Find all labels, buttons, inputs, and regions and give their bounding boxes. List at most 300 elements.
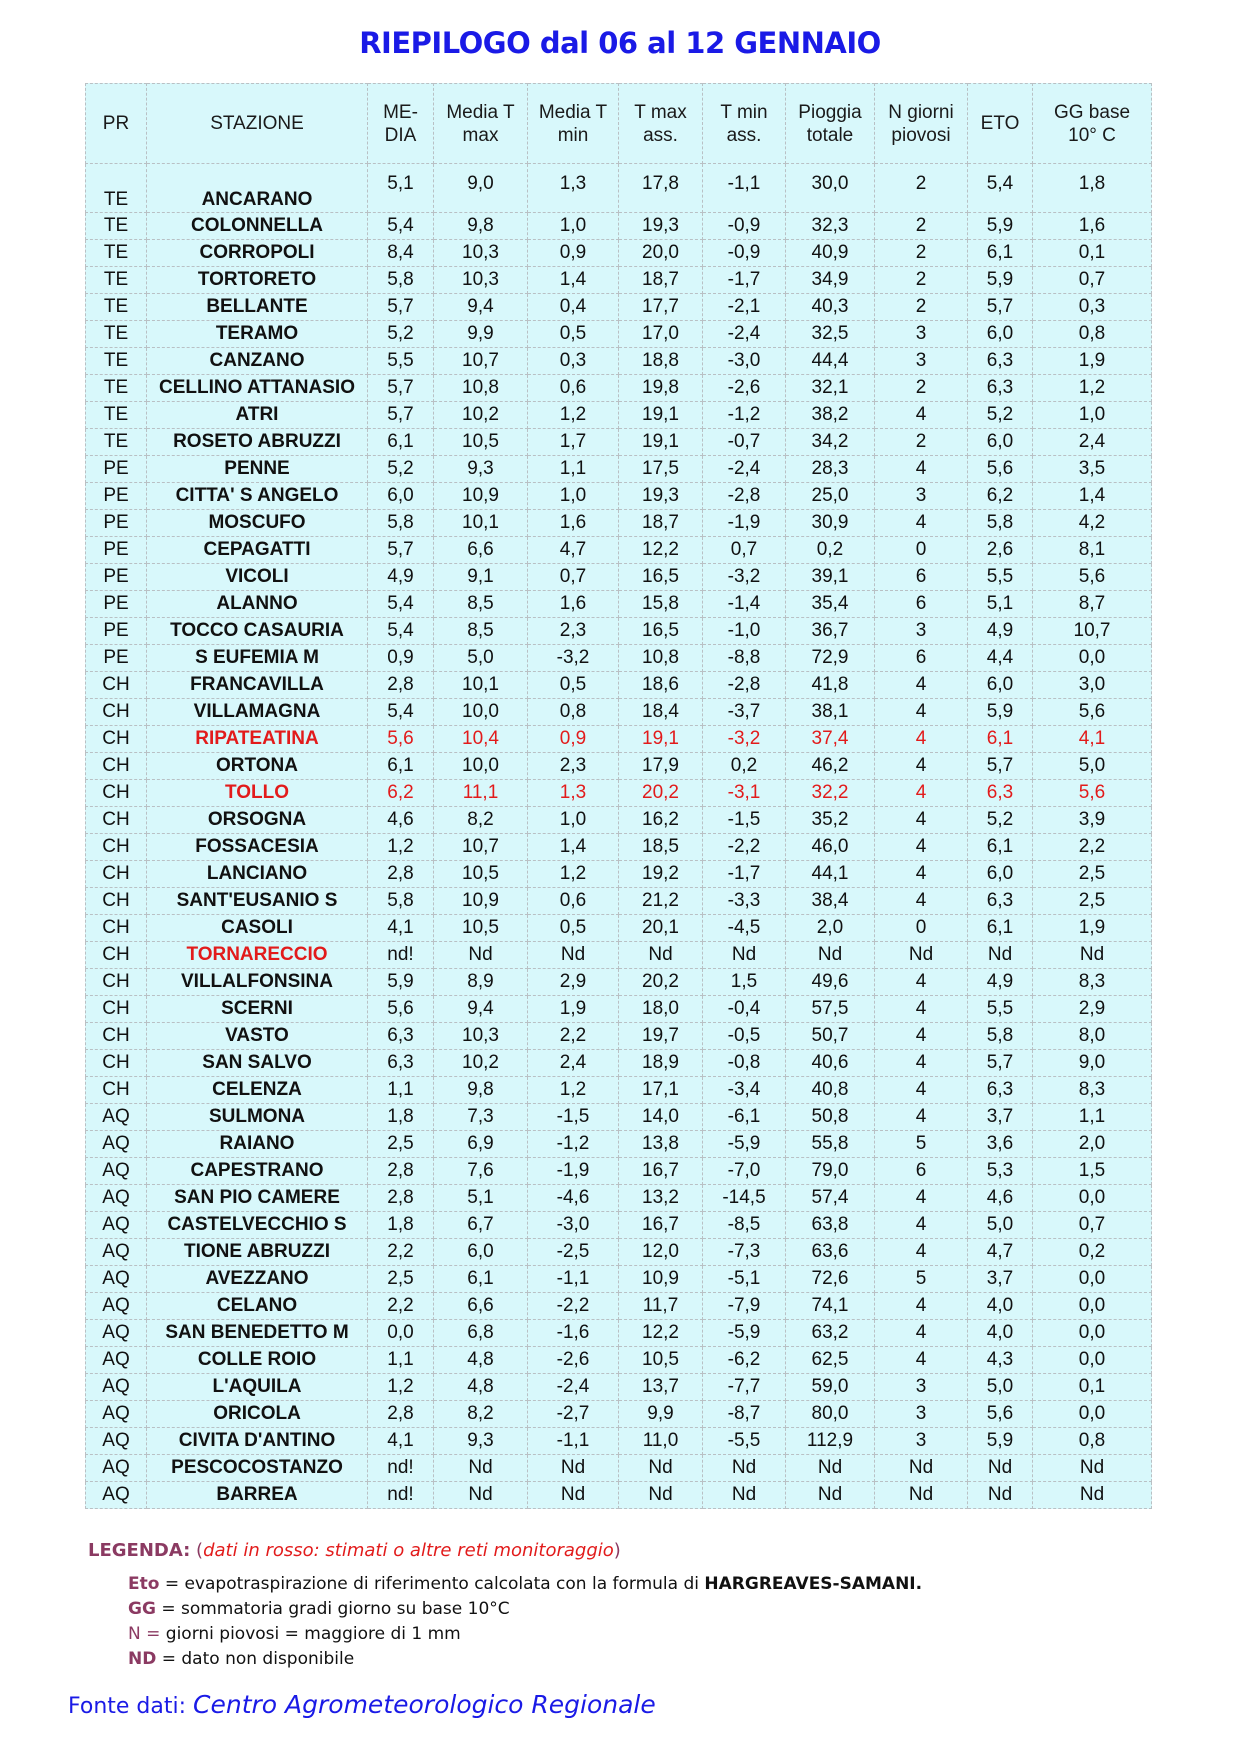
legend-note: dati in rosso: stimati o altre reti monitoraggio [203, 1540, 614, 1561]
value-cell: 4 [875, 888, 968, 915]
value-cell: 9,9 [434, 321, 528, 348]
value-cell: 6,0 [368, 483, 434, 510]
column-header: T max ass. [619, 84, 703, 164]
province-cell: CH [86, 699, 147, 726]
value-cell: 6,1 [368, 429, 434, 456]
value-cell: 18,5 [619, 834, 703, 861]
value-cell: -14,5 [703, 1185, 786, 1212]
value-cell: 2,0 [1033, 1131, 1152, 1158]
station-cell: COLLE ROIO [147, 1347, 368, 1374]
value-cell: 10,8 [434, 375, 528, 402]
value-cell: 5,1 [968, 591, 1033, 618]
value-cell: 0,9 [528, 726, 619, 753]
value-cell: 63,8 [786, 1212, 875, 1239]
value-cell: 4 [875, 1023, 968, 1050]
value-cell: 0,7 [528, 564, 619, 591]
table-body [86, 164, 1152, 1509]
value-cell: 5,0 [968, 1212, 1033, 1239]
province-cell: TE [86, 164, 147, 213]
value-cell: 5,8 [368, 267, 434, 294]
value-cell: 10,7 [434, 348, 528, 375]
value-cell: 0,8 [1033, 321, 1152, 348]
column-header: Pioggia totale [786, 84, 875, 164]
province-cell: AQ [86, 1347, 147, 1374]
value-cell: 7,3 [434, 1104, 528, 1131]
table-row [86, 1266, 1152, 1293]
station-cell: PESCOCOSTANZO [147, 1455, 368, 1482]
value-cell: 4,1 [1033, 726, 1152, 753]
value-cell: 8,5 [434, 618, 528, 645]
value-cell: 38,4 [786, 888, 875, 915]
station-cell: VICOLI [147, 564, 368, 591]
station-cell: PENNE [147, 456, 368, 483]
value-cell: 16,7 [619, 1158, 703, 1185]
value-cell: 0,2 [703, 753, 786, 780]
value-cell: 8,2 [434, 807, 528, 834]
legend-strong: HARGREAVES-SAMANI. [704, 1574, 923, 1594]
value-cell: 4 [875, 456, 968, 483]
value-cell: -3,7 [703, 699, 786, 726]
station-cell: CIVITA D'ANTINO [147, 1428, 368, 1455]
value-cell: 2,2 [1033, 834, 1152, 861]
value-cell: 1,2 [368, 834, 434, 861]
value-cell: -1,6 [528, 1320, 619, 1347]
province-cell: CH [86, 1050, 147, 1077]
value-cell: 10,0 [434, 699, 528, 726]
value-cell: 4,3 [968, 1347, 1033, 1374]
value-cell: 4,0 [968, 1320, 1033, 1347]
value-cell: 2,9 [528, 969, 619, 996]
value-cell: -6,2 [703, 1347, 786, 1374]
value-cell: 16,5 [619, 618, 703, 645]
value-cell: -0,7 [703, 429, 786, 456]
value-cell: 3,7 [968, 1266, 1033, 1293]
province-cell: CH [86, 753, 147, 780]
value-cell: 57,5 [786, 996, 875, 1023]
value-cell: 4 [875, 753, 968, 780]
table-row [86, 942, 1152, 969]
value-cell: 5,6 [1033, 564, 1152, 591]
value-cell: 112,9 [786, 1428, 875, 1455]
value-cell: 1,3 [528, 780, 619, 807]
value-cell: 17,0 [619, 321, 703, 348]
value-cell: 1,0 [528, 807, 619, 834]
legend-text: = evapotraspirazione di riferimento calcolata con la formula di [159, 1574, 705, 1594]
station-cell: CELLINO ATTANASIO [147, 375, 368, 402]
station-cell: CORROPOLI [147, 240, 368, 267]
value-cell: 6 [875, 1158, 968, 1185]
value-cell: 5,7 [368, 294, 434, 321]
table-row [86, 888, 1152, 915]
table-row [86, 969, 1152, 996]
value-cell: 49,6 [786, 969, 875, 996]
province-cell: PE [86, 645, 147, 672]
value-cell: 7,6 [434, 1158, 528, 1185]
value-cell: 1,6 [528, 510, 619, 537]
value-cell: nd! [368, 942, 434, 969]
value-cell: 6,3 [968, 888, 1033, 915]
value-cell: -1,9 [528, 1158, 619, 1185]
value-cell: -2,8 [703, 672, 786, 699]
value-cell: 2,4 [1033, 429, 1152, 456]
value-cell: Nd [1033, 1482, 1152, 1509]
value-cell: 5,0 [1033, 753, 1152, 780]
station-cell: VILLAMAGNA [147, 699, 368, 726]
station-cell: TOLLO [147, 780, 368, 807]
province-cell: AQ [86, 1428, 147, 1455]
station-cell: SAN BENEDETTO M [147, 1320, 368, 1347]
value-cell: 5,6 [368, 996, 434, 1023]
value-cell: 4 [875, 969, 968, 996]
value-cell: -4,6 [528, 1185, 619, 1212]
table-row [86, 375, 1152, 402]
value-cell: 0,1 [1033, 1374, 1152, 1401]
value-cell: -5,5 [703, 1428, 786, 1455]
value-cell: 55,8 [786, 1131, 875, 1158]
station-cell: TORNARECCIO [147, 942, 368, 969]
value-cell: 1,6 [528, 591, 619, 618]
station-cell: ORTONA [147, 753, 368, 780]
value-cell: 10,5 [619, 1347, 703, 1374]
value-cell: 72,6 [786, 1266, 875, 1293]
value-cell: 1,8 [368, 1212, 434, 1239]
value-cell: -2,4 [528, 1374, 619, 1401]
value-cell: 4,0 [968, 1293, 1033, 1320]
value-cell: -7,9 [703, 1293, 786, 1320]
value-cell: -2,8 [703, 483, 786, 510]
legend-paren-close: ) [613, 1540, 621, 1561]
value-cell: 5,7 [968, 1050, 1033, 1077]
table-row [86, 1347, 1152, 1374]
value-cell: 30,9 [786, 510, 875, 537]
value-cell: 10,9 [619, 1266, 703, 1293]
value-cell: 0,3 [528, 348, 619, 375]
value-cell: 10,9 [434, 483, 528, 510]
value-cell: -0,8 [703, 1050, 786, 1077]
province-cell: CH [86, 888, 147, 915]
value-cell: 6,6 [434, 1293, 528, 1320]
value-cell: 4 [875, 834, 968, 861]
value-cell: 0,7 [1033, 267, 1152, 294]
table-row [86, 164, 1152, 213]
value-cell: 1,9 [1033, 348, 1152, 375]
value-cell: 5,9 [968, 1428, 1033, 1455]
table-row [86, 780, 1152, 807]
value-cell: 6 [875, 564, 968, 591]
province-cell: TE [86, 213, 147, 240]
station-cell: SAN SALVO [147, 1050, 368, 1077]
legend-key: N = [128, 1624, 161, 1644]
value-cell: -2,1 [703, 294, 786, 321]
table-row [86, 240, 1152, 267]
value-cell: 5,9 [968, 699, 1033, 726]
value-cell: 0,0 [1033, 1401, 1152, 1428]
value-cell: 3 [875, 1374, 968, 1401]
legend-item-eto [128, 1574, 922, 1594]
value-cell: Nd [528, 1482, 619, 1509]
value-cell: 21,2 [619, 888, 703, 915]
value-cell: 10,3 [434, 240, 528, 267]
source-name: Centro Agrometeorologico Regionale [193, 1690, 656, 1719]
value-cell: 5,5 [368, 348, 434, 375]
province-cell: TE [86, 375, 147, 402]
value-cell: 40,9 [786, 240, 875, 267]
table-row [86, 1239, 1152, 1266]
value-cell: 13,7 [619, 1374, 703, 1401]
station-cell: MOSCUFO [147, 510, 368, 537]
value-cell: 5,6 [368, 726, 434, 753]
value-cell: 8,1 [1033, 537, 1152, 564]
value-cell: 0,9 [368, 645, 434, 672]
value-cell: 5,7 [368, 375, 434, 402]
legend-text: giorni piovosi = maggiore di 1 mm [160, 1624, 461, 1644]
value-cell: 14,0 [619, 1104, 703, 1131]
value-cell: 35,4 [786, 591, 875, 618]
value-cell: -3,0 [703, 348, 786, 375]
value-cell: Nd [434, 1482, 528, 1509]
value-cell: -7,3 [703, 1239, 786, 1266]
value-cell: 0,6 [528, 888, 619, 915]
province-cell: TE [86, 294, 147, 321]
table-row [86, 1158, 1152, 1185]
table-row [86, 591, 1152, 618]
value-cell: 5,0 [968, 1374, 1033, 1401]
value-cell: 5,7 [968, 753, 1033, 780]
legend-item-nd [128, 1649, 354, 1669]
value-cell: 0 [875, 915, 968, 942]
value-cell: 1,3 [528, 164, 619, 213]
value-cell: 4 [875, 402, 968, 429]
value-cell: 6,1 [434, 1266, 528, 1293]
value-cell: 8,0 [1033, 1023, 1152, 1050]
value-cell: 12,2 [619, 537, 703, 564]
station-cell: CAPESTRANO [147, 1158, 368, 1185]
value-cell: Nd [619, 1482, 703, 1509]
value-cell: 5,8 [968, 510, 1033, 537]
value-cell: 4 [875, 1320, 968, 1347]
province-cell: AQ [86, 1401, 147, 1428]
value-cell: 1,6 [1033, 213, 1152, 240]
value-cell: 2,2 [368, 1239, 434, 1266]
value-cell: Nd [875, 1455, 968, 1482]
value-cell: 0,6 [528, 375, 619, 402]
value-cell: 4,4 [968, 645, 1033, 672]
column-header: N giorni piovosi [875, 84, 968, 164]
value-cell: 46,2 [786, 753, 875, 780]
table-row [86, 429, 1152, 456]
value-cell: 17,7 [619, 294, 703, 321]
value-cell: -1,9 [703, 510, 786, 537]
value-cell: 4,9 [968, 618, 1033, 645]
table-row [86, 1482, 1152, 1509]
value-cell: 10,2 [434, 402, 528, 429]
value-cell: 0,0 [1033, 1293, 1152, 1320]
value-cell: 5,6 [1033, 780, 1152, 807]
value-cell: 0,0 [1033, 1320, 1152, 1347]
legend-text: = sommatoria gradi giorno su base 10°C [155, 1599, 510, 1619]
province-cell: TE [86, 348, 147, 375]
table-row [86, 1293, 1152, 1320]
province-cell: AQ [86, 1104, 147, 1131]
value-cell: 30,0 [786, 164, 875, 213]
value-cell: -2,4 [703, 321, 786, 348]
value-cell: 5,8 [368, 888, 434, 915]
province-cell: CH [86, 861, 147, 888]
value-cell: 2,2 [528, 1023, 619, 1050]
value-cell: Nd [786, 1455, 875, 1482]
station-cell: SANT'EUSANIO S [147, 888, 368, 915]
value-cell: 5,9 [968, 213, 1033, 240]
table-row [86, 726, 1152, 753]
station-cell: FRANCAVILLA [147, 672, 368, 699]
value-cell: 72,9 [786, 645, 875, 672]
table-row [86, 861, 1152, 888]
province-cell: PE [86, 537, 147, 564]
value-cell: 1,2 [1033, 375, 1152, 402]
value-cell: 2,8 [368, 861, 434, 888]
value-cell: 4 [875, 1185, 968, 1212]
table-row [86, 1077, 1152, 1104]
value-cell: 0,3 [1033, 294, 1152, 321]
station-cell: S EUFEMIA M [147, 645, 368, 672]
value-cell: Nd [786, 1482, 875, 1509]
table-row [86, 1455, 1152, 1482]
value-cell: 40,8 [786, 1077, 875, 1104]
station-cell: ORSOGNA [147, 807, 368, 834]
value-cell: 2 [875, 213, 968, 240]
province-cell: CH [86, 915, 147, 942]
value-cell: 8,3 [1033, 1077, 1152, 1104]
value-cell: -0,4 [703, 996, 786, 1023]
value-cell: 3 [875, 321, 968, 348]
province-cell: PE [86, 456, 147, 483]
station-cell: CELENZA [147, 1077, 368, 1104]
value-cell: 2,3 [528, 753, 619, 780]
table-row [86, 348, 1152, 375]
value-cell: 13,8 [619, 1131, 703, 1158]
table-row [86, 1131, 1152, 1158]
value-cell: -3,4 [703, 1077, 786, 1104]
legend-heading [88, 1540, 621, 1561]
value-cell: 1,0 [1033, 402, 1152, 429]
value-cell: 19,2 [619, 861, 703, 888]
value-cell: 5,4 [368, 699, 434, 726]
value-cell: Nd [619, 1455, 703, 1482]
value-cell: Nd [528, 1455, 619, 1482]
value-cell: 0,0 [368, 1320, 434, 1347]
value-cell: 2,5 [368, 1266, 434, 1293]
value-cell: 36,7 [786, 618, 875, 645]
station-cell: RAIANO [147, 1131, 368, 1158]
value-cell: 18,8 [619, 348, 703, 375]
value-cell: 3,6 [968, 1131, 1033, 1158]
value-cell: 6,7 [434, 1212, 528, 1239]
value-cell: 32,5 [786, 321, 875, 348]
value-cell: 1,9 [1033, 915, 1152, 942]
station-cell: CANZANO [147, 348, 368, 375]
value-cell: -0,9 [703, 213, 786, 240]
value-cell: Nd [786, 942, 875, 969]
value-cell: 63,6 [786, 1239, 875, 1266]
table-row [86, 672, 1152, 699]
value-cell: 2,8 [368, 1158, 434, 1185]
table-row [86, 1185, 1152, 1212]
station-cell: TORTORETO [147, 267, 368, 294]
province-cell: AQ [86, 1293, 147, 1320]
legend-key: Eto [128, 1574, 160, 1594]
source-label: Fonte dati: [68, 1694, 194, 1719]
value-cell: 38,2 [786, 402, 875, 429]
table-row [86, 1401, 1152, 1428]
province-cell: PE [86, 618, 147, 645]
station-cell: TERAMO [147, 321, 368, 348]
value-cell: 6 [875, 645, 968, 672]
value-cell: 10,5 [434, 429, 528, 456]
province-cell: CH [86, 780, 147, 807]
value-cell: 6,3 [968, 1077, 1033, 1104]
legend-text: = dato non disponibile [156, 1649, 355, 1669]
value-cell: 2 [875, 240, 968, 267]
station-cell: SAN PIO CAMERE [147, 1185, 368, 1212]
province-cell: AQ [86, 1212, 147, 1239]
table-row [86, 807, 1152, 834]
value-cell: 5,8 [368, 510, 434, 537]
value-cell: 5,6 [968, 1401, 1033, 1428]
value-cell: 5,0 [434, 645, 528, 672]
value-cell: 0,0 [1033, 1347, 1152, 1374]
table-row [86, 1320, 1152, 1347]
station-cell: BELLANTE [147, 294, 368, 321]
value-cell: -3,2 [703, 726, 786, 753]
value-cell: 5,5 [968, 564, 1033, 591]
province-cell: CH [86, 969, 147, 996]
value-cell: 5,9 [368, 969, 434, 996]
value-cell: -1,1 [528, 1266, 619, 1293]
station-cell: CITTA' S ANGELO [147, 483, 368, 510]
station-cell: TOCCO CASAURIA [147, 618, 368, 645]
value-cell: 2 [875, 429, 968, 456]
value-cell: -1,1 [703, 164, 786, 213]
value-cell: -1,0 [703, 618, 786, 645]
station-cell: CASTELVECCHIO S [147, 1212, 368, 1239]
province-cell: CH [86, 1077, 147, 1104]
value-cell: -6,1 [703, 1104, 786, 1131]
value-cell: 44,4 [786, 348, 875, 375]
station-cell: L'AQUILA [147, 1374, 368, 1401]
value-cell: Nd [434, 1455, 528, 1482]
value-cell: 34,2 [786, 429, 875, 456]
province-cell: PE [86, 591, 147, 618]
value-cell: 19,7 [619, 1023, 703, 1050]
value-cell: 2,4 [528, 1050, 619, 1077]
value-cell: 4,1 [368, 1428, 434, 1455]
value-cell: 15,8 [619, 591, 703, 618]
value-cell: 4 [875, 861, 968, 888]
value-cell: 18,4 [619, 699, 703, 726]
value-cell: 6,3 [368, 1050, 434, 1077]
value-cell: 1,4 [528, 267, 619, 294]
value-cell: Nd [703, 1455, 786, 1482]
value-cell: 8,9 [434, 969, 528, 996]
value-cell: 6,1 [968, 726, 1033, 753]
province-cell: AQ [86, 1374, 147, 1401]
station-cell: VASTO [147, 1023, 368, 1050]
value-cell: 50,8 [786, 1104, 875, 1131]
value-cell: Nd [875, 942, 968, 969]
value-cell: 34,9 [786, 267, 875, 294]
value-cell: 18,9 [619, 1050, 703, 1077]
value-cell: 4 [875, 780, 968, 807]
